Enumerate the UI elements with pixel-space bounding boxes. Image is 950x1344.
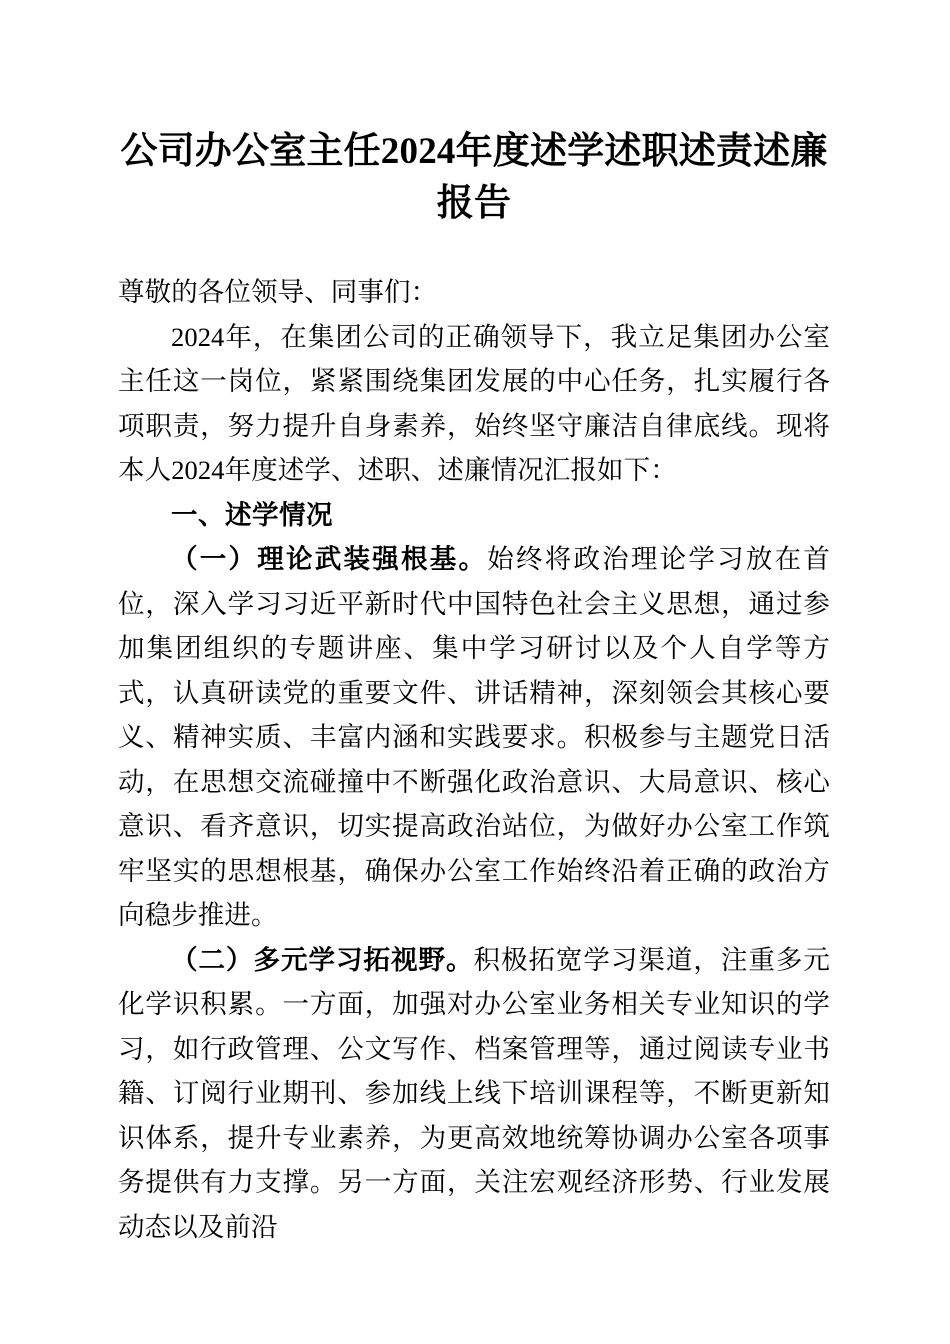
page-title: 公司办公室主任2024年度述学述职述责述廉报告 [120,131,828,224]
opening-paragraph: 2024年，在集团公司的正确领导下，我立足集团办公室主任这一岗位，紧紧围绕集团发展的中心任务，扎实履行各项职责，努力提升自身素养，始终坚守廉洁自律底线。现将本人2024年度述学、述职、述廉情况汇报如下： [118,321,830,485]
section-1-item-2-lead-in: （二）多元学习拓视野。 [171,944,474,975]
section-heading-1: 一、述学情况 [171,499,333,530]
section-1-item-1 [118,537,830,938]
salutation-line: 尊敬的各位领导、同事们： [118,277,438,307]
page-content-column [118,0,830,1249]
section-1-item-2 [118,938,830,1250]
section-1-item-1-lead-in: （一）理论武装强根基。 [171,544,488,574]
section-1-item-2-body: 积极拓宽学习渠道，注重多元化学识积累。一方面，加强对办公室业务相关专业知识的学习，如行政管理、公文写作、档案管理等，通过阅读专业书籍、订阅行业期刊、参加线上线下培训课程等，不断更新知识体系，提升专业素养，为更高效地统筹协调办公室各项事务提供有力支撑。另一方面，关注宏观经济形势、行业发展动态以及前沿 [118,944,830,1242]
document-body [118,270,830,1249]
section-1-item-1-body: 始终将政治理论学习放在首位，深入学习习近平新时代中国特色社会主义思想，通过参加集团组织的专题讲座、集中学习研讨以及个人自学等方式，认真研读党的重要文件、讲话精神，深刻领会其核心要义、精神实质、丰富内涵和实践要求。积极参与主题党日活动，在思想交流碰撞中不断强化政治意识、大局意识、核心意识、看齐意识，切实提高政治站位，为做好办公室工作筑牢坚实的思想根基，确保办公室工作始终沿着正确的政治方向稳步推进。 [118,544,830,930]
